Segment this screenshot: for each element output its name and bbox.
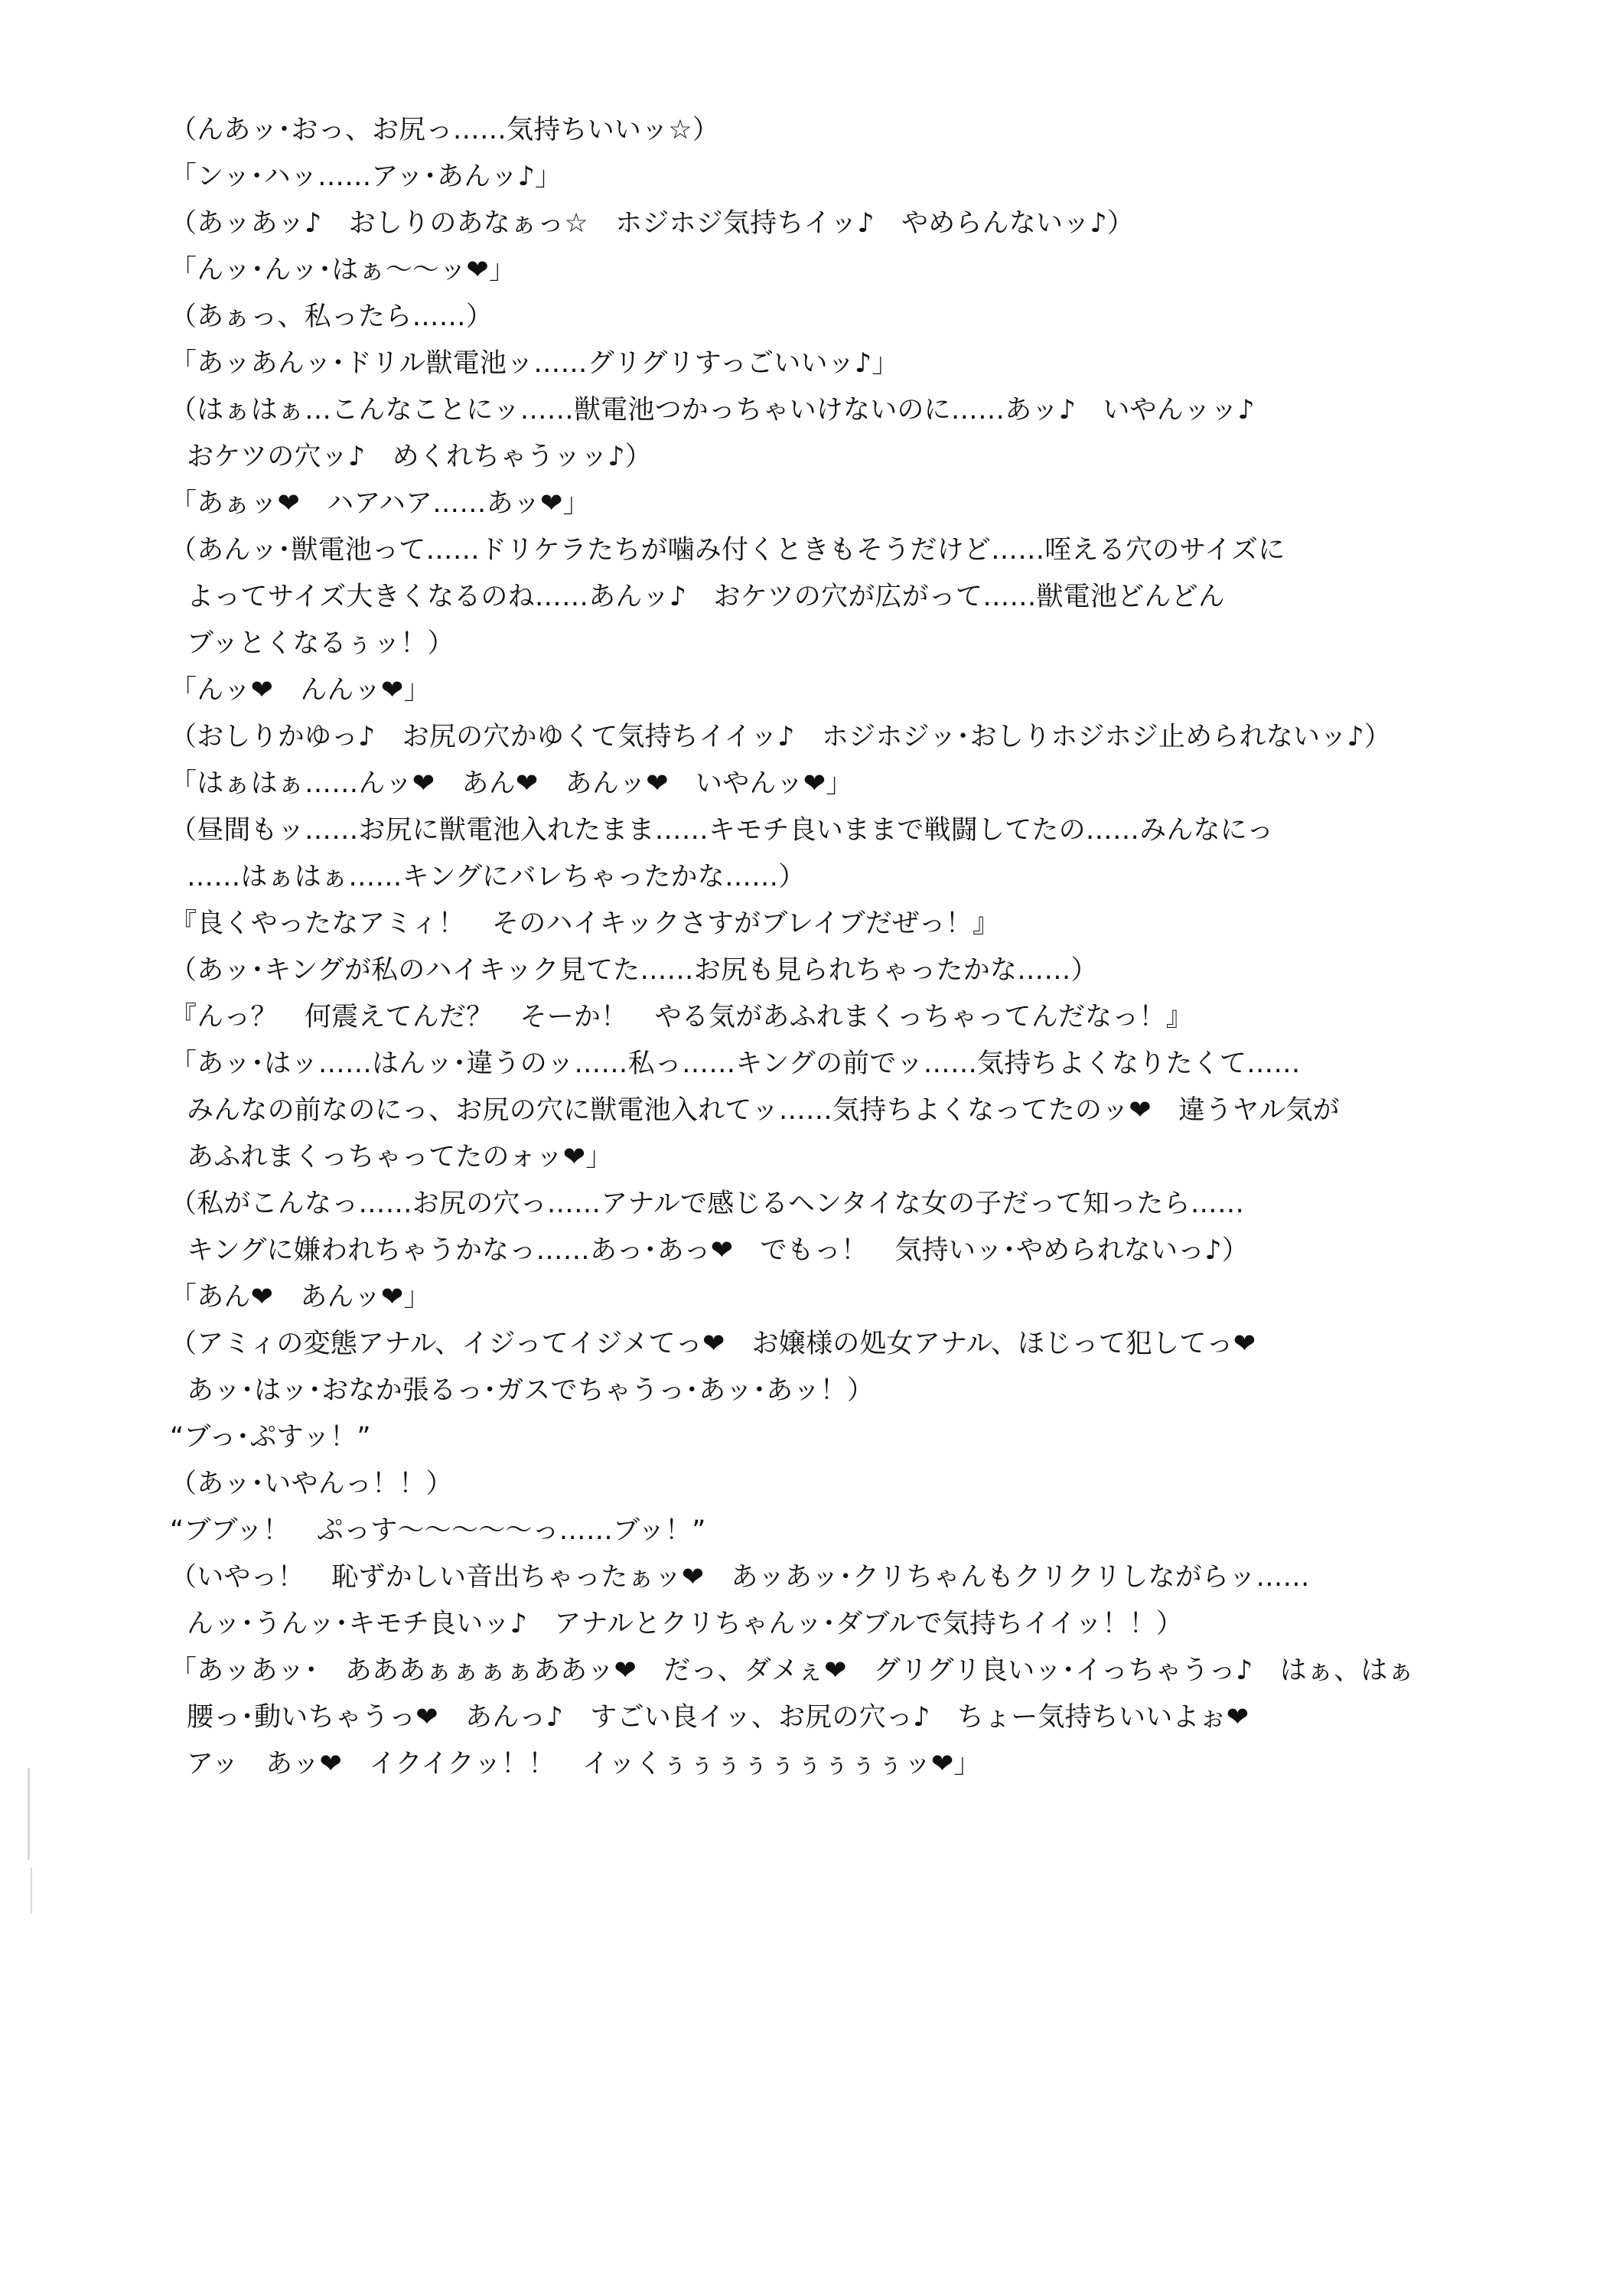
text-line: んッ･うんッ･キモチ良いッ♪ アナルとクリちゃんッ･ダブルで気持ちイイッ！！） <box>187 1609 1184 1639</box>
text-line: キングに嫌われちゃうかなっ……あっ･あっ❤ でもっ！ 気持いッ･やめられないっ♪） <box>187 1235 1249 1266</box>
text-line: 腰っ･動いちゃうっ❤ あんっ♪ すごい良イッ、お尻の穴っ♪ ちょー気持ちいいよぉ❤ <box>187 1702 1249 1733</box>
text-line: （いやっ！ 恥ずかしい音出ちゃったぁッ❤ あッあッ･クリちゃんもクリクリしながらッ…… <box>170 1562 1310 1593</box>
scan-edge-mark-upper <box>28 1768 30 1860</box>
text-line: あふれまくっちゃってたのォッ❤」 <box>187 1142 613 1172</box>
text-line: 『んっ？ 何震えてんだ？ そーか！ やる気があふれまくっちゃってんだなっ！』 <box>170 1002 1193 1032</box>
text-line: “ブっ･ぷすッ！” <box>170 1422 371 1453</box>
text-line: （あんッ･獣電池って……ドリケラたちが噛み付くときもそうだけど……咥える穴のサイズに <box>170 535 1285 566</box>
text-line: 「あッあッ･ あああぁぁぁぁああッ❤ だっ、ダメぇ❤ グリグリ良いッ･イっちゃうっ♪ はぁ、はぁ <box>170 1655 1415 1686</box>
text-line: （んあッ･おっ、お尻っ……気持ちいいッ☆） <box>170 115 720 145</box>
text-line: （おしりかゆっ♪ お尻の穴かゆくて気持ちイイッ♪ ホジホジッ･おしりホジホジ止められないッ♪） <box>170 722 1392 752</box>
text-line: 「あん❤ あんッ❤」 <box>170 1282 431 1313</box>
text-line: （あッ･いやんっ！！） <box>170 1469 453 1499</box>
text-line: あッ･はッ･おなか張るっ･ガスでちゃうっ･あッ･あッ！） <box>187 1375 875 1406</box>
text-line: 「あッあんッ･ドリル獣電池ッ……グリグリすっごいいッ♪」 <box>170 348 899 379</box>
text-line: ……はぁはぁ……キングにバレちゃったかな……） <box>187 862 806 892</box>
body-text-column <box>170 107 1501 1788</box>
scan-edge-mark-lower <box>31 1867 32 1913</box>
text-line: 「あッ･はッ……はんッ･違うのッ……私っ……キングの前でッ……気持ちよくなりたくて…… <box>170 1049 1301 1079</box>
text-line: 「ンッ･ハッ……アッ･あんッ♪」 <box>170 161 562 192</box>
text-line: 「はぁはぁ……んッ❤ あん❤ あんッ❤ いやんッ❤」 <box>170 768 853 799</box>
text-line: （昼間もッ……お尻に獣電池入れたまま……キモチ良いままで戦闘してたの……みんなにっ <box>170 815 1274 846</box>
text-line: 「んッ･んッ･はぁ〜〜ッ❤」 <box>170 255 516 285</box>
text-line: （あッあッ♪ おしりのあなぁっ☆ ホジホジ気持ちイッ♪ やめらんないッ♪） <box>170 208 1135 239</box>
text-line: （あッ･キングが私のハイキック見てた……お尻も見られちゃったかな……） <box>170 955 1098 986</box>
text-line: 「んッ❤ んんッ❤」 <box>170 675 431 706</box>
text-line: ブッとくなるぅッ！） <box>187 628 454 659</box>
text-line: アッ あッ❤ イクイクッ！！ イッくぅぅぅぅぅぅぅぅぅッ❤」 <box>187 1749 981 1779</box>
text-line: （はぁはぁ…こんなことにッ……獣電池つかっちゃいけないのに……あッ♪ いやんッッ♪ <box>170 395 1255 426</box>
text-line: （あぁっ、私ったら……） <box>170 302 494 332</box>
text-line: （私がこんなっ……お尻の穴っ……アナルで感じるヘンタイな女の子だって知ったら…… <box>170 1189 1245 1219</box>
text-line: 『良くやったなアミィ！ そのハイキックさすがブレイブだぜっ！』 <box>170 908 1000 939</box>
text-line: 「あぁッ❤ ハアハア……あッ❤」 <box>170 488 590 519</box>
text-line: “ブブッ！ ぷっす〜〜〜〜〜っ……ブッ！” <box>170 1515 706 1546</box>
text-line: （アミィの変態アナル、イジってイジメてっ❤ お嬢様の処女アナル、ほじって犯してっ❤ <box>170 1329 1256 1359</box>
text-line: おケツの穴ッ♪ めくれちゃうッッ♪） <box>187 442 652 472</box>
text-line: よってサイズ大きくなるのね……あんッ♪ おケツの穴が広がって……獣電池どんどん <box>187 582 1225 612</box>
text-line: みんなの前なのにっ、お尻の穴に獣電池入れてッ……気持ちよくなってたのッ❤ 違うヤル気が <box>187 1095 1340 1126</box>
